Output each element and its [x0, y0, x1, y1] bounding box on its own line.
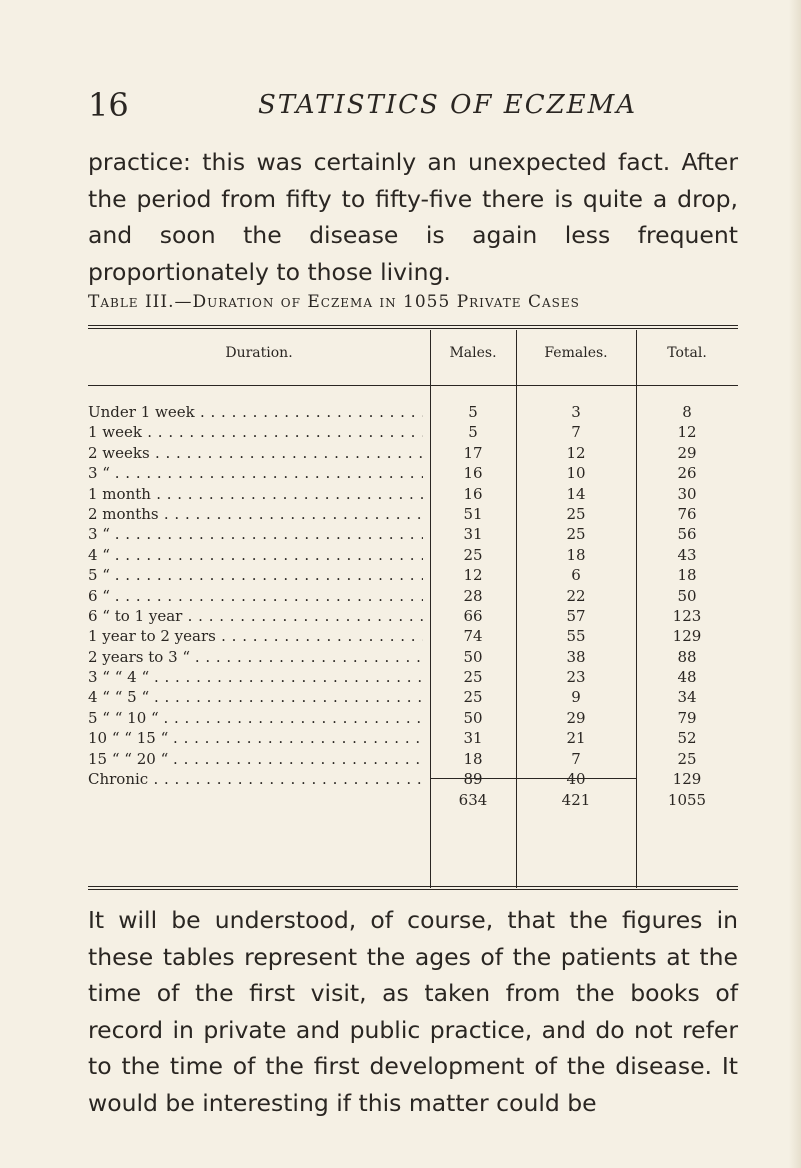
- table-bottom-rule: [88, 886, 738, 887]
- females-cell: 3: [571, 403, 581, 421]
- duration-cell: 1 month . . .: [88, 485, 423, 503]
- duration-cell: 15 “ “ 20 “ . . .: [88, 750, 423, 768]
- total-cell: 129: [672, 770, 702, 789]
- males-cell: 25: [463, 688, 483, 707]
- males-cell: 12: [463, 566, 483, 585]
- males-cell: 50: [463, 708, 483, 727]
- females-total: 421: [561, 791, 591, 809]
- table-row: [88, 627, 738, 647]
- header-rule: [88, 385, 738, 386]
- closing-paragraph: It will be understood, of course, that the figures in these tables represent the ages of the patients at the time of the first visit, as taken from the books of record in private and public practice, and do not refer to the time of the first development of the disease. It would be interesting if this matter could be: [88, 906, 738, 1117]
- duration-cell: 1 year to 2 years . . .: [88, 627, 423, 645]
- page-number: 16: [88, 86, 129, 124]
- total-cell: 25: [677, 749, 697, 768]
- duration-cell: 2 years to 3 “ . . .: [88, 648, 423, 666]
- page-edge-shadow: [789, 0, 801, 1168]
- column-header-duration: Duration.: [225, 345, 293, 361]
- males-cell: 28: [463, 586, 483, 605]
- total-cell: 18: [677, 566, 697, 585]
- duration-cell: 3 “ . . .: [88, 525, 423, 543]
- females-cell: 6: [571, 566, 581, 585]
- total-cell: 76: [677, 504, 697, 523]
- duration-cell: 6 “ to 1 year . . .: [88, 607, 423, 625]
- males-total: 634: [458, 791, 488, 809]
- males-cell: 74: [463, 627, 483, 646]
- total-cell: 26: [677, 464, 697, 483]
- total-cell: 30: [677, 484, 697, 503]
- table-row: [88, 505, 738, 525]
- females-cell: 38: [566, 647, 586, 666]
- females-cell: 25: [566, 504, 586, 523]
- females-cell: 21: [566, 729, 586, 748]
- males-cell: 5: [468, 403, 478, 421]
- table-row: [88, 688, 738, 708]
- duration-cell: 4 “ “ 5 “ . . .: [88, 688, 423, 706]
- duration-cell: 6 “ . . .: [88, 587, 423, 605]
- total-cell: 43: [677, 545, 697, 564]
- table-bottom-rule-inner: [88, 889, 738, 890]
- column-header-females: Females.: [544, 345, 608, 361]
- males-cell: 25: [463, 545, 483, 564]
- females-cell: 9: [571, 688, 581, 707]
- females-cell: 22: [566, 586, 586, 605]
- total-cell: 48: [677, 668, 697, 687]
- table-row: [88, 668, 738, 688]
- total-cell: 29: [677, 443, 697, 462]
- females-cell: 12: [566, 443, 586, 462]
- table-row: [88, 648, 738, 668]
- grand-total: 1055: [667, 791, 707, 809]
- table-row: [88, 729, 738, 749]
- duration-cell: 1 week . . .: [88, 423, 423, 441]
- total-cell: 123: [672, 606, 702, 625]
- males-cell: 18: [463, 749, 483, 768]
- table-row: [88, 546, 738, 566]
- table-row: [88, 750, 738, 770]
- table-top-rule-inner: [88, 328, 738, 329]
- total-cell: 34: [677, 688, 697, 707]
- total-cell: 79: [677, 708, 697, 727]
- females-cell: 40: [566, 770, 586, 789]
- males-cell: 17: [463, 443, 483, 462]
- table-row: [88, 770, 738, 790]
- males-cell: 66: [463, 606, 483, 625]
- table-row: [88, 444, 738, 464]
- males-cell: 51: [463, 504, 483, 523]
- total-cell: 129: [672, 627, 702, 646]
- duration-cell: 2 months . . .: [88, 505, 423, 523]
- males-cell: 5: [468, 423, 478, 442]
- males-cell: 31: [463, 525, 483, 544]
- females-cell: 14: [566, 484, 586, 503]
- running-title: STATISTICS OF ECZEMA: [258, 90, 638, 120]
- duration-cell: Under 1 week . . .: [88, 403, 423, 421]
- duration-cell: 3 “ . . .: [88, 464, 423, 482]
- males-cell: 50: [463, 647, 483, 666]
- males-cell: 31: [463, 729, 483, 748]
- table-row: [88, 709, 738, 729]
- duration-cell: 5 “ “ 10 “ . . .: [88, 709, 423, 727]
- total-cell: 88: [677, 647, 697, 666]
- intro-paragraph: practice: this was certainly an unexpected fact. After the period from fifty to fifty-five there is quite a drop, and soon the disease is again less frequent proportionately to those living.: [88, 148, 738, 286]
- total-cell: 50: [677, 586, 697, 605]
- males-cell: 89: [463, 770, 483, 789]
- duration-cell: 10 “ “ 15 “ . . .: [88, 729, 423, 747]
- table-row: [88, 403, 738, 423]
- females-cell: 7: [571, 749, 581, 768]
- page-header: [88, 86, 738, 126]
- table-row: [88, 485, 738, 505]
- duration-cell: 2 weeks . . .: [88, 444, 423, 462]
- duration-cell: 3 “ “ 4 “ . . .: [88, 668, 423, 686]
- table-top-rule: [88, 325, 738, 326]
- total-cell: 12: [677, 423, 697, 442]
- table-row: [88, 607, 738, 627]
- table-row: [88, 423, 738, 443]
- duration-cell: 4 “ . . .: [88, 546, 423, 564]
- table-row: [88, 525, 738, 545]
- table-row: [88, 566, 738, 586]
- males-cell: 16: [463, 464, 483, 483]
- duration-cell: Chronic . . .: [88, 770, 423, 788]
- duration-cell: 5 “ . . .: [88, 566, 423, 584]
- total-cell: 52: [677, 729, 697, 748]
- table-body: [88, 403, 738, 790]
- column-header-males: Males.: [449, 345, 497, 361]
- total-cell: 56: [677, 525, 697, 544]
- total-cell: 8: [682, 403, 692, 421]
- totals-row: [88, 791, 738, 813]
- table-row: [88, 464, 738, 484]
- females-cell: 10: [566, 464, 586, 483]
- females-cell: 7: [571, 423, 581, 442]
- females-cell: 29: [566, 708, 586, 727]
- table-row: [88, 587, 738, 607]
- males-cell: 16: [463, 484, 483, 503]
- totals-rule: [430, 778, 636, 780]
- females-cell: 23: [566, 668, 586, 687]
- females-cell: 55: [566, 627, 586, 646]
- females-cell: 57: [566, 606, 586, 625]
- males-cell: 25: [463, 668, 483, 687]
- column-header-total: Total.: [667, 345, 707, 361]
- table-caption: Table III.—Duration of Eczema in 1055 Private Cases: [88, 292, 580, 312]
- females-cell: 18: [566, 545, 586, 564]
- females-cell: 25: [566, 525, 586, 544]
